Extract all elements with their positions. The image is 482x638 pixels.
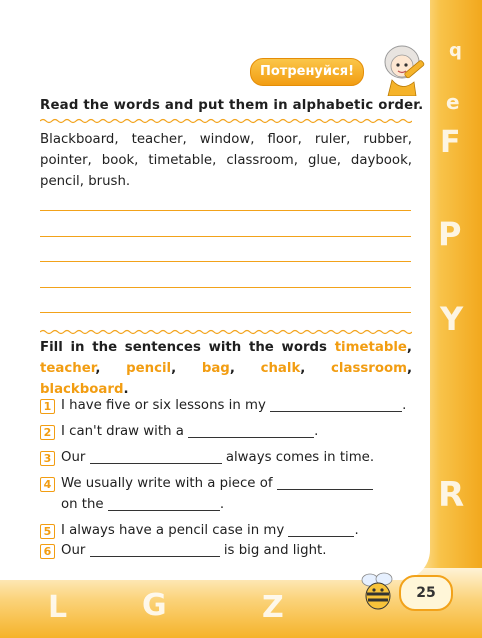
decor-letter: P — [438, 215, 462, 253]
item-number: 3 — [40, 451, 55, 466]
word-option: chalk — [260, 361, 301, 376]
task2-title-prefix: Fill in the sentences with the words — [40, 340, 327, 355]
answer-blank[interactable] — [90, 542, 220, 557]
answer-line[interactable] — [40, 261, 411, 262]
girl-with-pencil-icon — [378, 40, 428, 96]
word-option: bag — [201, 361, 230, 376]
page-number: 25 — [399, 575, 453, 611]
item-number: 2 — [40, 425, 55, 440]
sentence-text: . — [219, 497, 225, 512]
decor-letter: q — [449, 40, 462, 61]
answer-blank[interactable] — [288, 522, 354, 537]
sentence-2 — [40, 422, 412, 442]
sentence-text: . — [402, 398, 407, 413]
answer-blank[interactable] — [188, 423, 314, 438]
sentence-text: We usually write with a piece of — [61, 476, 273, 491]
decor-letter: F — [440, 125, 461, 160]
decor-letter: L — [48, 590, 68, 625]
answer-blank[interactable] — [277, 475, 373, 490]
sentence-text: . — [314, 424, 319, 439]
decor-letter: e — [446, 90, 460, 114]
task1-title: Read the words and put them in alphabetic order. — [40, 98, 424, 113]
sentence-text: on the — [61, 497, 104, 512]
wavy-divider — [40, 118, 412, 124]
answer-blank[interactable] — [270, 397, 402, 412]
decor-letter: Y — [440, 300, 464, 338]
sentence-text: Our — [61, 543, 86, 558]
sentence-text: Our — [61, 450, 86, 465]
word-option: pencil — [126, 361, 172, 376]
answer-blank[interactable] — [90, 449, 222, 464]
word-option: classroom — [331, 361, 407, 376]
word-option: timetable — [334, 340, 407, 355]
answer-line[interactable] — [40, 287, 411, 288]
sentence-1 — [40, 396, 412, 416]
sentence-text: I can't draw with a — [61, 424, 184, 439]
decor-letter: Z — [262, 590, 284, 625]
answer-blank[interactable] — [108, 496, 220, 511]
item-number: 6 — [40, 544, 55, 559]
task2-title: Fill in the sentences with the words timetable, teacher, pencil, bag, chalk, classroom, blackboard. — [40, 340, 413, 397]
word-option: teacher — [40, 361, 96, 376]
sentence-text: I always have a pencil case in my — [61, 523, 285, 538]
sentence-text: always comes in time. — [225, 450, 375, 465]
sentence-6 — [40, 541, 412, 561]
sentence-text: I have five or six lessons in my — [61, 398, 266, 413]
sentence-5 — [40, 521, 412, 541]
sentence-3 — [40, 448, 412, 468]
item-number: 1 — [40, 399, 55, 414]
item-number: 5 — [40, 524, 55, 539]
sentence-text: . — [354, 523, 359, 538]
sentence-text: is big and light. — [223, 543, 327, 558]
answer-line[interactable] — [40, 210, 411, 211]
word-option: blackboard — [40, 382, 124, 397]
bee-mascot-icon — [356, 570, 400, 612]
answer-line[interactable] — [40, 312, 411, 313]
sentence-4-continued — [61, 495, 433, 515]
wavy-divider — [40, 329, 412, 335]
task1-word-list: Blackboard, teacher, window, floor, ruler, rubber, pointer, book, timetable, classroom, glue, daybook, pencil, brush. — [40, 132, 412, 189]
item-number: 4 — [40, 477, 55, 492]
decor-letter: G — [142, 588, 167, 623]
answer-line[interactable] — [40, 236, 411, 237]
decor-letter: R — [438, 475, 465, 515]
practice-banner: Потренуйся! — [250, 58, 364, 86]
sentence-4 — [40, 474, 412, 494]
